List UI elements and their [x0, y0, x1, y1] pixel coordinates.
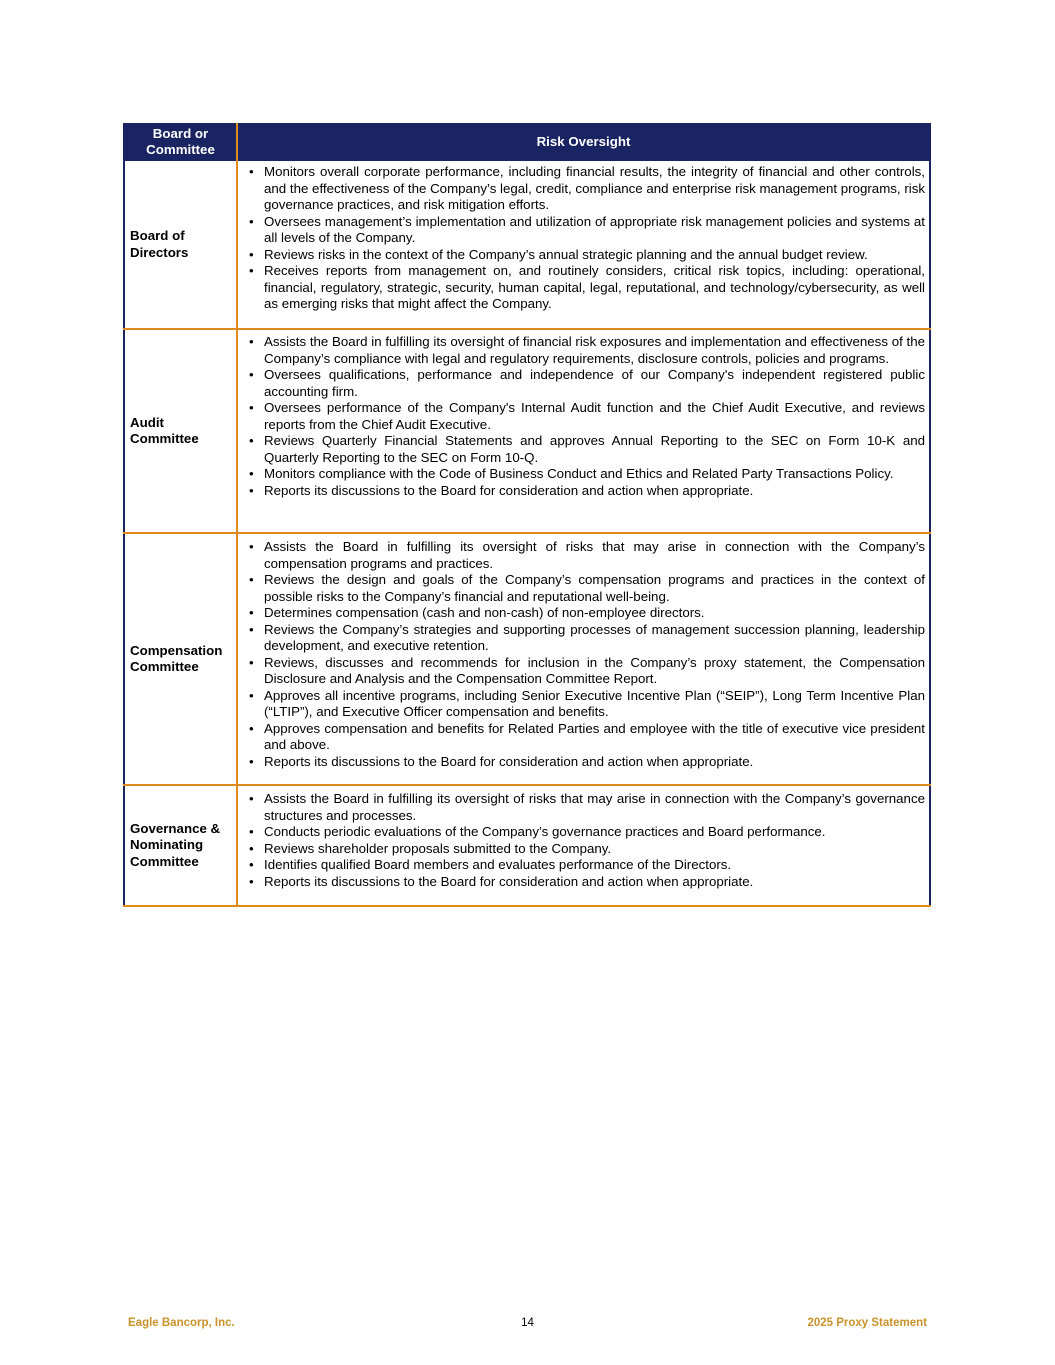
bullet-list [248, 791, 925, 890]
row-items-audit-committee [237, 329, 930, 533]
list-item: • Reports its discussions to the Board for consideration and action when appropriate. [248, 483, 925, 500]
table-row-board-of-directors [124, 161, 930, 329]
list-item: • Reviews risks in the context of the Company’s annual strategic planning and the annual budget review. [248, 247, 925, 264]
table-row-governance-nominating-committee [124, 785, 930, 906]
list-item: • Assists the Board in fulfilling its oversight of risks that may arise in connection with the Company’s governance structures and processes. [248, 791, 925, 824]
bullet-list [248, 164, 925, 313]
list-item: • Reports its discussions to the Board for consideration and action when appropriate. [248, 754, 925, 771]
list-item: • Monitors overall corporate performance, including financial results, the integrity of financial and other controls, and the effectiveness of the Company’s legal, credit, compliance and enterprise risk management programs, risk governance practices, and risk mitigation efforts. [248, 164, 925, 214]
footer-document-title: 2025 Proxy Statement [807, 1317, 927, 1329]
list-item: • Reports its discussions to the Board for consideration and action when appropriate. [248, 874, 925, 891]
row-name-governance-nominating-committee: Governance & Nominating Committee [124, 785, 237, 906]
list-item: • Identifies qualified Board members and evaluates performance of the Directors. [248, 857, 925, 874]
list-item: • Reviews, discusses and recommends for inclusion in the Company’s proxy statement, the Compensation Disclosure and Analysis and the Compensation Committee Report. [248, 655, 925, 688]
list-item: • Assists the Board in fulfilling its oversight of risks that may arise in connection with the Company’s compensation programs and practices. [248, 539, 925, 572]
list-item: • Reviews shareholder proposals submitted to the Company. [248, 841, 925, 858]
row-items-compensation-committee [237, 533, 930, 785]
row-name-compensation-committee: Compensation Committee [124, 533, 237, 785]
header-board-or-committee: Board or Committee [124, 123, 237, 161]
footer-company-name: Eagle Bancorp, Inc. [128, 1317, 235, 1329]
table-row-compensation-committee [124, 533, 930, 785]
list-item: • Oversees performance of the Company's Internal Audit function and the Chief Audit Executive, and reviews reports from the Chief Audit Executive. [248, 400, 925, 433]
table-header-row [124, 123, 930, 161]
list-item: • Determines compensation (cash and non-cash) of non-employee directors. [248, 605, 925, 622]
footer-page-number: 14 [521, 1317, 534, 1329]
bullet-list [248, 539, 925, 770]
table-row-audit-committee [124, 329, 930, 533]
list-item: • Receives reports from management on, and routinely considers, critical risk topics, including: operational, financial, regulatory, strategic, security, human capital, legal, reputational, and technology/cybersecurity, as well as emerging risks that might affect the Company. [248, 263, 925, 313]
row-items-governance-nominating-committee [237, 785, 930, 906]
list-item: • Approves all incentive programs, including Senior Executive Incentive Plan (“SEIP”), Long Term Incentive Plan (“LTIP”), and Executive Officer compensation and benefits. [248, 688, 925, 721]
list-item: • Reviews the design and goals of the Company’s compensation programs and practices in the context of possible risks to the Company’s financial and reputational well-being. [248, 572, 925, 605]
list-item: • Approves compensation and benefits for Related Parties and employee with the title of executive vice president and above. [248, 721, 925, 754]
list-item: • Reviews the Company’s strategies and supporting processes of management succession planning, leadership development, and executive retention. [248, 622, 925, 655]
row-name-board-of-directors: Board of Directors [124, 161, 237, 329]
list-item: • Reviews Quarterly Financial Statements and approves Annual Reporting to the SEC on Form 10-K and Quarterly Reporting to the SEC on Form 10-Q. [248, 433, 925, 466]
list-item: • Assists the Board in fulfilling its oversight of financial risk exposures and implementation and effectiveness of the Company’s compliance with legal and regulatory requirements, disclosure controls, policies and programs. [248, 334, 925, 367]
row-items-board-of-directors [237, 161, 930, 329]
list-item: • Oversees qualifications, performance and independence of our Company's independent registered public accounting firm. [248, 367, 925, 400]
list-item: • Monitors compliance with the Code of Business Conduct and Ethics and Related Party Transactions Policy. [248, 466, 925, 483]
header-risk-oversight: Risk Oversight [237, 123, 930, 161]
list-item: • Oversees management’s implementation and utilization of appropriate risk management policies and systems at all levels of the Company. [248, 214, 925, 247]
list-item: • Conducts periodic evaluations of the Company’s governance practices and Board performance. [248, 824, 925, 841]
bullet-list [248, 334, 925, 499]
risk-oversight-table [123, 123, 931, 907]
row-name-audit-committee: Audit Committee [124, 329, 237, 533]
